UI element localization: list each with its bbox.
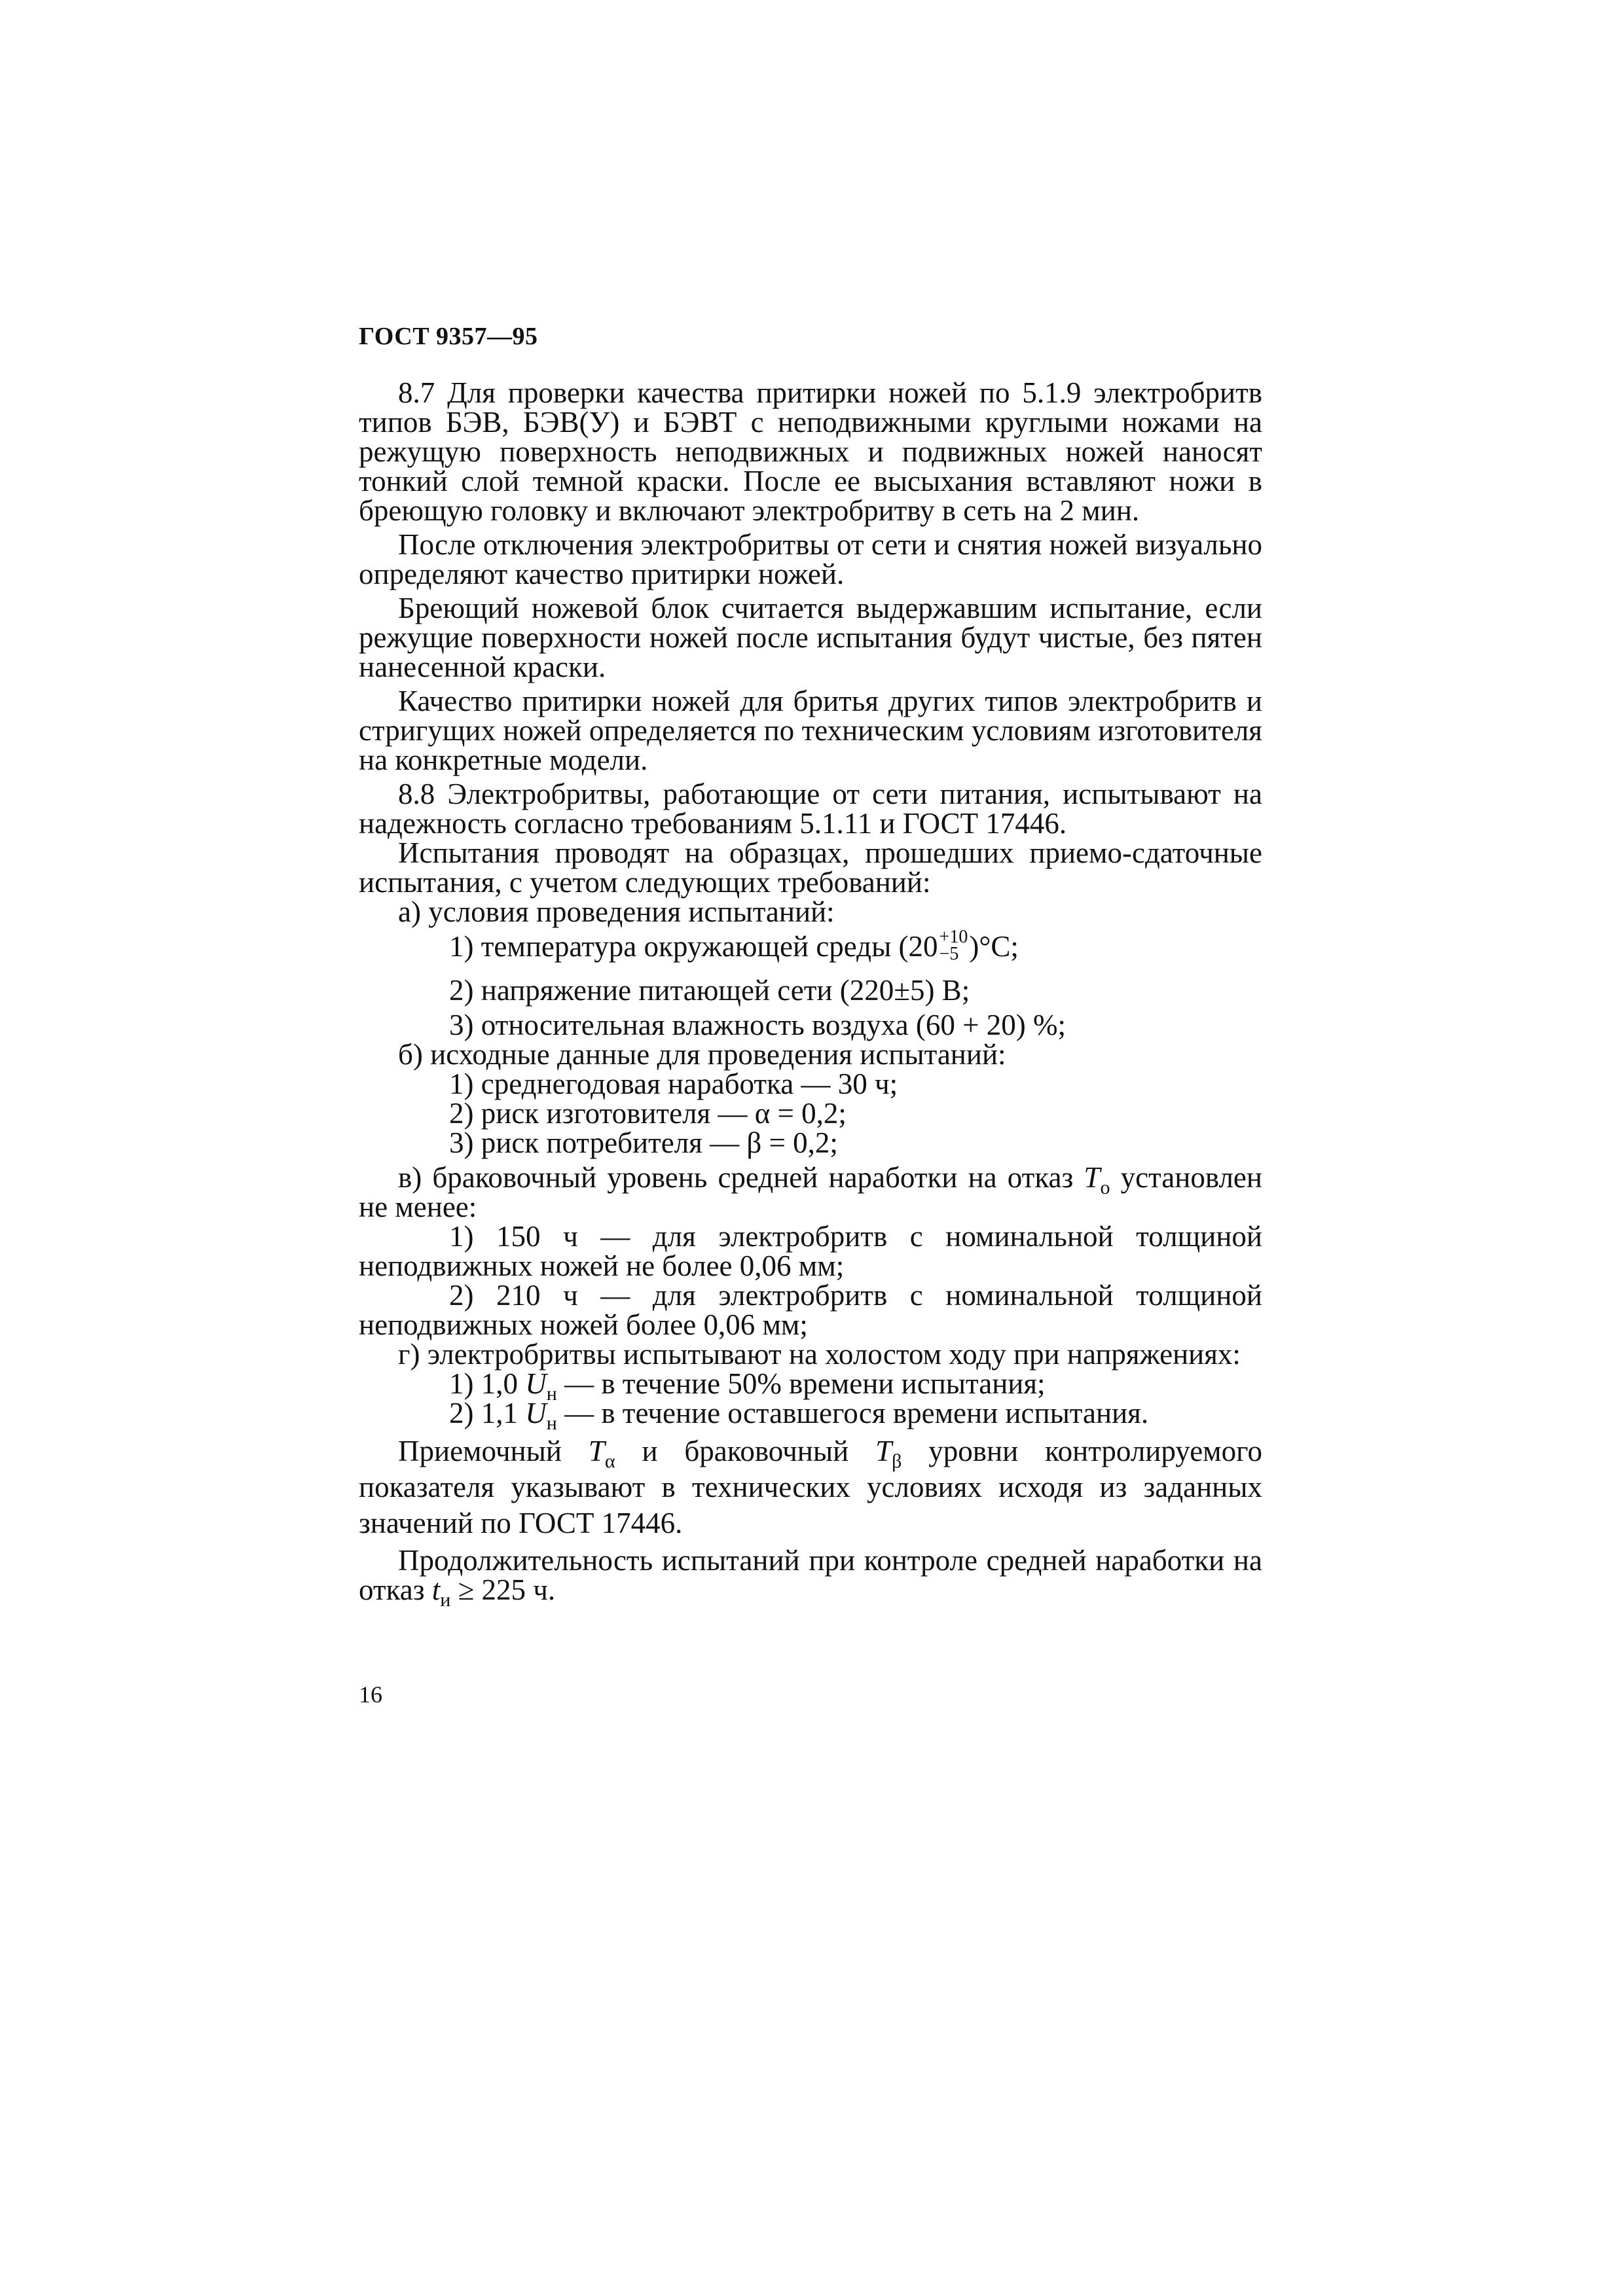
list-item-v [359, 1160, 1262, 1223]
paragraph-levels [359, 1433, 1262, 1541]
list-item-g: г) электробритвы испытывают на холостом ходу при напряжениях: [398, 1337, 1241, 1371]
paragraph-quality: Качество притирки ножей для бритья других типов электробритв и стригущих ножей определяется по техническим условиям изготовителя на конкретные модели. [359, 685, 1262, 776]
duration-text-1: Продолжительность испытаний при контроле средней наработки на отказ [359, 1543, 1262, 1606]
list-item-b2: 2) риск изготовителя — α = 0,2; [449, 1096, 847, 1130]
list-item-a: а) условия проведения испытаний: [398, 895, 835, 928]
temperature-tolerance [939, 926, 968, 964]
v-prefix: в) браковочный уровень средней наработки на отказ [398, 1160, 1084, 1194]
paragraph-blade-block: Бреющий ножевой блок считается выдержавшим испытание, если режущие поверхности ножей после испытания будут чистые, без пятен нанесенной краски. [359, 592, 1262, 683]
page-number: 16 [359, 1681, 382, 1708]
a1-sub: −5 [939, 943, 959, 964]
g2-subscript: н [546, 1412, 557, 1434]
list-item-b: б) исходные данные для проведения испытаний: [398, 1037, 1006, 1071]
g2-suffix: — в течение оставшегося времени испытания. [556, 1396, 1149, 1429]
levels-sub-2: β [892, 1450, 902, 1472]
a1-suffix: )°С; [969, 930, 1019, 963]
list-item-v1: 1) 150 ч — для электробритв с номинальной толщиной неподвижных ножей не более 0,06 мм; [359, 1219, 1262, 1282]
paragraph-tests: Испытания проводят на образцах, прошедших приемо-сдаточные испытания, с учетом следующих требований: [359, 836, 1262, 899]
duration-symbol: t [431, 1573, 441, 1606]
a1-prefix: 1) температура окружающей среды (20 [449, 930, 938, 963]
a1-sup: +10 [939, 926, 968, 947]
list-item-a1 [359, 926, 1262, 967]
v-subscript: о [1100, 1176, 1110, 1198]
duration-text-2: ≥ 225 ч. [450, 1573, 556, 1606]
list-item-b1: 1) среднегодовая наработка — 30 ч; [449, 1067, 898, 1100]
document-header: ГОСТ 9357—95 [359, 323, 538, 350]
v-symbol: T [1084, 1160, 1101, 1194]
list-item-a3: 3) относительная влажность воздуха (60 + 20) %; [449, 1008, 1066, 1041]
v-suffix: установлен не менее: [359, 1160, 1262, 1223]
levels-text-3: уровни контролируемого показателя указывают в технических условиях исходя из заданных значений по ГОСТ 17446. [359, 1434, 1262, 1539]
levels-sub-1: α [604, 1450, 615, 1472]
list-item-g2 [359, 1396, 1262, 1434]
list-item-v2: 2) 210 ч — для электробритв с номинальной толщиной неподвижных ножей более 0,06 мм; [359, 1278, 1262, 1341]
paragraph-after-disconnect: После отключения электробритвы от сети и снятия ножей визуально определяют качество притирки ножей. [359, 528, 1262, 590]
list-item-g1 [359, 1367, 1262, 1405]
paragraph-8-7: 8.7 Для проверки качества притирки ножей по 5.1.9 электробритв типов БЭВ, БЭВ(У) и БЭВТ с неподвижными круглыми ножами на режущую поверхность неподвижных и подвижных ножей наносят тонкий слой темной краски. После ее высыхания вставляют ножи в бреющую головку и включают электробритву в сеть на 2 мин. [359, 376, 1262, 527]
g2-symbol: U [525, 1396, 547, 1429]
paragraph-duration [359, 1543, 1262, 1611]
list-item-a2: 2) напряжение питающей сети (220±5) В; [449, 973, 970, 1007]
g1-subscript: н [546, 1382, 557, 1405]
duration-sub: и [440, 1588, 451, 1611]
levels-text-2: и браковочный [615, 1434, 876, 1467]
levels-symbol-1: T [588, 1434, 605, 1467]
g2-prefix: 2) 1,1 [449, 1396, 526, 1429]
g1-symbol: U [525, 1367, 547, 1400]
g1-suffix: — в течение 50% времени испытания; [556, 1367, 1046, 1400]
list-item-b3: 3) риск потребителя — β = 0,2; [449, 1126, 838, 1159]
levels-text-1: Приемочный [398, 1434, 589, 1467]
paragraph-8-8: 8.8 Электробритвы, работающие от сети питания, испытывают на надежность согласно требованиям 5.1.11 и ГОСТ 17446. [359, 778, 1262, 840]
g1-prefix: 1) 1,0 [449, 1367, 526, 1400]
document-body [359, 378, 1262, 1609]
levels-symbol-2: T [875, 1434, 892, 1467]
